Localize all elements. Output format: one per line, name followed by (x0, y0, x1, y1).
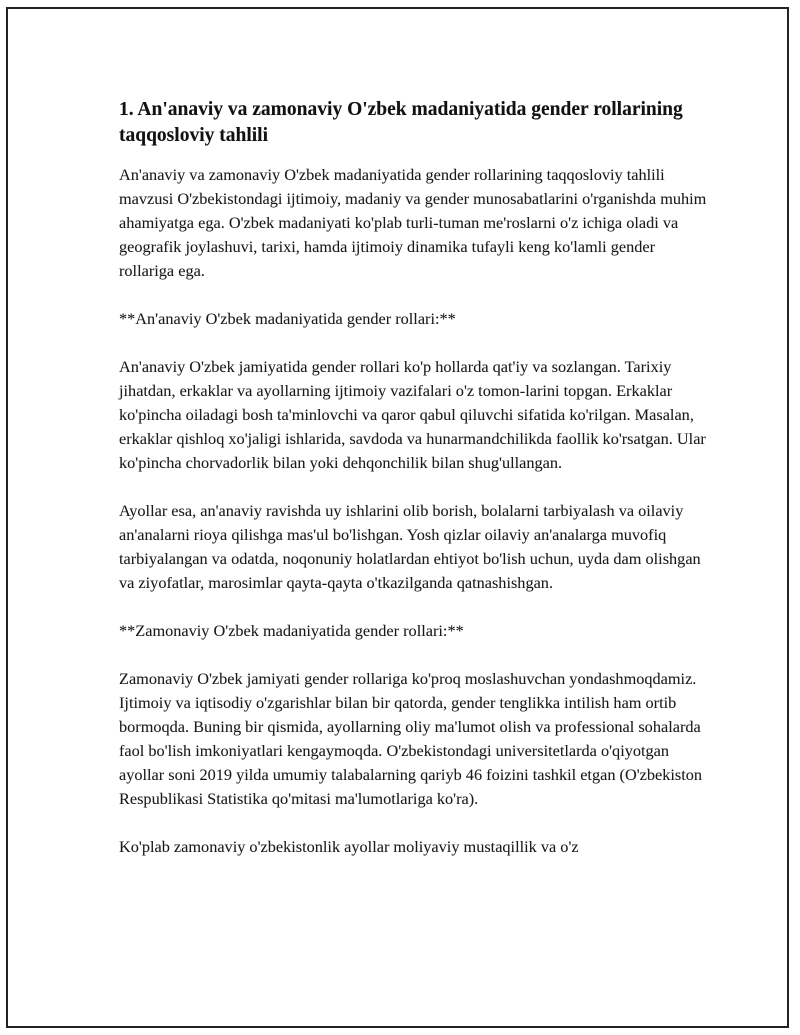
paragraph-intro: An'anaviy va zamonaviy O'zbek madaniyatida gender rollarining taqqosloviy tahlili mavzusi O'zbekistondagi ijtimoiy, madaniy va gender munosabatlarini o'rganishda muhim ahamiyatga ega. O'zbek madaniyati ko'plab turli-tuman me'roslarni o'z ichiga oladi va geografik joylashuvi, tarixi, hamda ijtimoiy dinamika tufayli keng ko'lamli gender rollariga ega. (119, 165, 707, 280)
document-body (119, 97, 709, 883)
paragraph-traditional-women: Ayollar esa, an'anaviy ravishda uy ishlarini olib borish, bolalarni tarbiyalash va oilaviy an'analarni rioya qilishga mas'ul bo'lishgan. Yosh qizlar oilaviy an'analarga muvofiq tarbiyalangan va odatda, noqonuniy holatlardan ehtiyot bo'lish uchun, uyda dam olishgan va ziyofatlar, marosimlar qayta-qayta o'tkazilganda qatnashishgan. (119, 501, 701, 592)
paragraph-modern: Zamonaviy O'zbek jamiyati gender rollariga ko'proq moslashuvchan yondashmoqdamiz. Ijtimoiy va iqtisodiy o'zgarishlar bilan bir qatorda, gender tenglikka intilish ham ortib bormoqda. Buning bir qismida, ayollarning oliy ma'lumot olish va professional sohalarda faol bo'lish imkoniyatlari kengaymoqda. O'zbekistondagi universitetlarda o'qiyotgan ayollar soni 2019 yilda umumiy talabalarning qariyb 46 foizini tashkil etgan (O'zbekiston Respublikasi Statistika qo'mitasi ma'lumotlariga ko'ra). (119, 669, 703, 808)
page-frame (6, 7, 789, 1028)
section-heading: 1. An'anaviy va zamonaviy O'zbek madaniyatida gender rollarining taqqosloviy tahlili (119, 99, 683, 146)
subheading-modern: **Zamonaviy O'zbek madaniyatida gender rollari:** (119, 621, 464, 640)
paragraph-modern-women: Ko'plab zamonaviy o'zbekistonlik ayollar moliyaviy mustaqillik va o'z (119, 837, 579, 856)
paragraph-traditional-men: An'anaviy O'zbek jamiyatida gender rollari ko'p hollarda qat'iy va sozlangan. Tarixiy jihatdan, erkaklar va ayollarning ijtimoiy vazifalari o'z tomon-larini topgan. Erkaklar ko'pincha oiladagi bosh ta'minlovchi va qaror qabul qiluvchi sifatida ko'rilgan. Masalan, erkaklar qishloq xo'jaligi ishlarida, savdoda va hunarmandchilikda faollik ko'rsatgan. Ular ko'pincha chorvadorlik bilan yoki dehqonchilik bilan shug'ullangan. (119, 357, 706, 472)
subheading-traditional: **An'anaviy O'zbek madaniyatida gender rollari:** (119, 309, 456, 328)
